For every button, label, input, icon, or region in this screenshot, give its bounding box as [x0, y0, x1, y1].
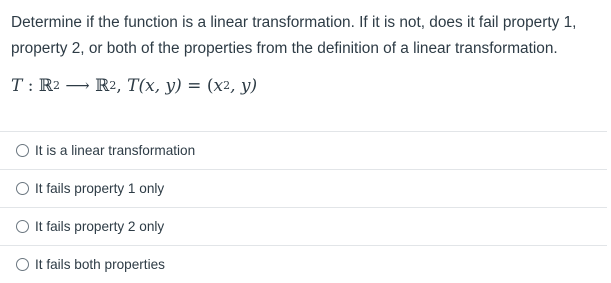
math-formula	[11, 72, 257, 100]
answer-label: It fails property 1 only	[35, 181, 165, 196]
formula-rest: , y)	[230, 76, 258, 96]
formula-codomain-exp: 2	[109, 79, 117, 92]
formula-colon: :	[22, 76, 39, 96]
formula-comma: ,	[116, 76, 128, 96]
formula-arrow: ⟶	[60, 76, 96, 96]
radio-unselected-icon[interactable]	[16, 220, 29, 233]
formula-domain-exp: 2	[53, 79, 61, 92]
answer-label: It fails property 2 only	[35, 219, 165, 234]
radio-unselected-icon[interactable]	[16, 258, 29, 271]
answer-label: It fails both properties	[35, 257, 165, 272]
formula-T: T	[11, 76, 23, 96]
formula-open: (	[206, 76, 214, 96]
formula-x2-base: x	[213, 76, 224, 96]
question-text: Determine if the function is a linear transformation. If it is not, does it fail property 1, property 2, or both of the properties from the definition of a linear transformation.	[11, 14, 577, 57]
formula-func: T	[127, 76, 139, 96]
radio-unselected-icon[interactable]	[16, 182, 29, 195]
answer-option-linear[interactable]	[0, 132, 607, 170]
radio-unselected-icon[interactable]	[16, 144, 29, 157]
answer-option-fails-property-2[interactable]	[0, 208, 607, 246]
formula-args: (x, y)	[138, 76, 182, 96]
question-prompt	[11, 10, 607, 62]
formula-codomain: ℝ	[95, 76, 110, 96]
formula-domain: ℝ	[38, 76, 54, 96]
answer-option-fails-both[interactable]	[0, 246, 607, 283]
answer-option-fails-property-1[interactable]	[0, 170, 607, 208]
formula-x2-exp: 2	[223, 79, 231, 92]
answer-label: It is a linear transformation	[35, 143, 196, 158]
formula-equals: =	[181, 76, 207, 96]
answer-list	[0, 131, 607, 283]
